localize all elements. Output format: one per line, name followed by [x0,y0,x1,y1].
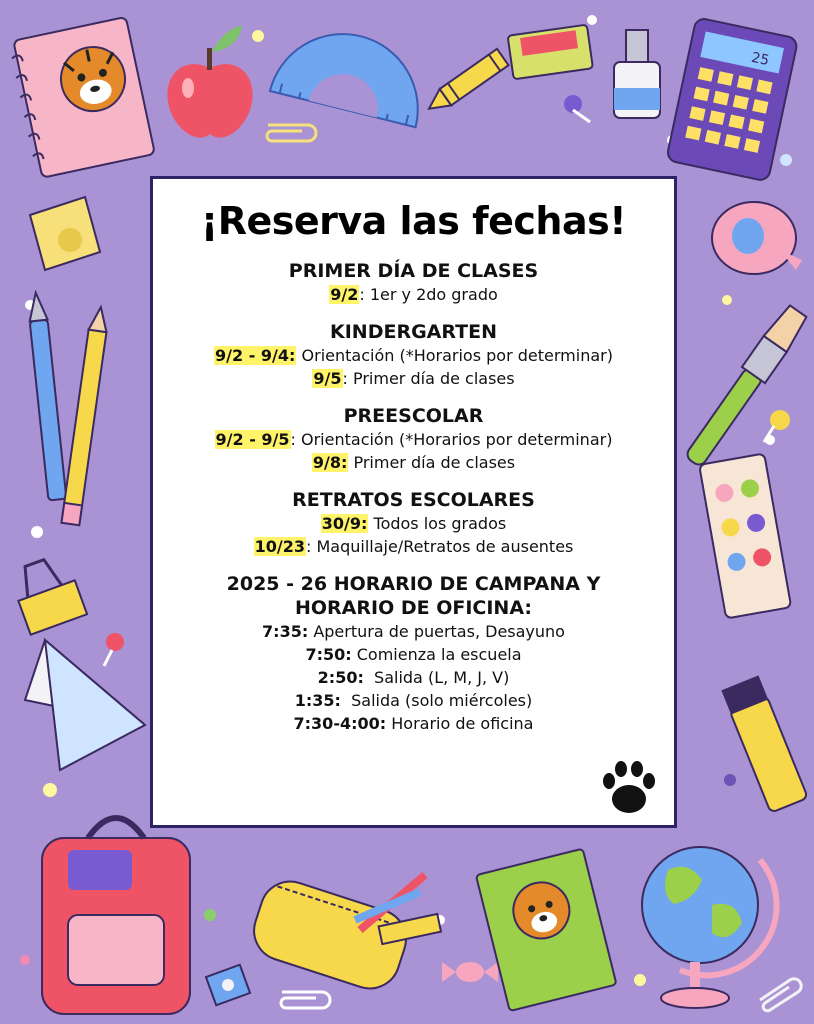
date-highlight: 9/2 - 9/5 [215,430,290,449]
calculator-display-text: 25 [749,49,771,70]
paperclip-bottom-icon [281,992,330,1008]
event-line [153,512,674,535]
highlighter-icon [721,675,808,812]
globe-icon [642,847,777,1008]
protractor-icon [270,18,434,127]
calculator-icon [666,17,798,181]
event-text: : Maquillaje/Retratos de ausentes [305,537,574,556]
date-highlight: 9/2 [330,285,359,304]
section-first-day [153,259,674,306]
event-line [153,428,674,451]
event-text: Todos los grados [368,514,507,533]
binder-clip-icon [8,552,87,635]
section-heading: PREESCOLAR [343,405,484,427]
schedule-text: Comienza la escuela [351,645,522,664]
paper-plane-icon [25,640,145,770]
schedule-time: 7:50: [305,645,352,664]
paperclip-right-icon [760,979,801,1011]
tape-roll-icon [712,202,802,274]
schedule-time: 1:35: [294,691,341,710]
tape-icon [30,197,100,270]
event-line [153,344,674,367]
paperclip-icon [267,125,316,141]
event-line: 9/2: 1er y 2do grado [330,285,498,304]
eraser-icon [508,25,593,80]
section-heading: RETRATOS ESCOLARES [292,489,535,511]
paint-palette-icon [699,453,791,618]
apple-icon [167,26,252,138]
push-pin-left-icon [104,633,124,666]
page-title: ¡Reserva las fechas! [200,199,627,243]
crayon-icon [423,49,508,117]
notebook-icon [8,17,154,179]
schedule-text: Salida (L, M, J, V) [363,668,510,687]
glue-bottle-icon [614,30,660,118]
tiger-book-icon [476,849,617,1011]
schedule-time: 2:50: [317,668,364,687]
schedule-text: Salida (solo miércoles) [340,691,533,710]
event-text: Primer día de clases [348,453,516,472]
section-bell-schedule [153,572,674,735]
event-text: : Primer día de clases [342,369,515,388]
schedule-text: Apertura de puertas, Desayuno [308,622,565,641]
date-highlight: 9/5 [313,369,342,388]
schedule-line [153,689,674,712]
section-kindergarten [153,320,674,390]
section-preschool [153,404,674,474]
section-heading: PRIMER DÍA DE CLASES [288,260,539,282]
push-pin-right-icon [764,410,790,442]
schedule-time: 7:30-4:00: [293,714,387,733]
push-pin-icon [564,95,590,122]
date-highlight: 30/9: [321,514,368,533]
paintbrush-icon [681,303,809,470]
event-text: 1er y 2do grado [364,285,498,304]
schedule-line [153,620,674,643]
schedule-line [153,712,674,735]
event-line [153,367,674,390]
date-highlight: 9/8: [312,453,348,472]
paw-icon [599,757,659,817]
pencil-icon [61,306,109,525]
event-text: Orientación (*Horarios por determinar) [296,346,613,365]
schedule-heading-line1: 2025 - 26 HORARIO DE CAMPANA Y [226,573,601,595]
section-school-portraits [153,488,674,558]
event-text: : Orientación (*Horarios por determinar) [290,430,613,449]
sharpener-icon [206,965,250,1006]
schedule-line [153,643,674,666]
date-highlight: 10/23 [254,537,305,556]
date-highlight: 9/2 - 9/4: [215,346,296,365]
pen-icon [27,292,67,501]
schedule-line [153,666,674,689]
reserve-dates-card [150,176,677,828]
section-heading: KINDERGARTEN [330,321,497,343]
schedule-text: Horario de oficina [386,714,534,733]
event-line [153,451,674,474]
schedule-heading-line2: HORARIO DE OFICINA: [295,597,532,619]
schedule-time: 7:35: [262,622,309,641]
backpack-icon [42,818,190,1014]
candy-icon [442,962,498,982]
event-line [153,535,674,558]
